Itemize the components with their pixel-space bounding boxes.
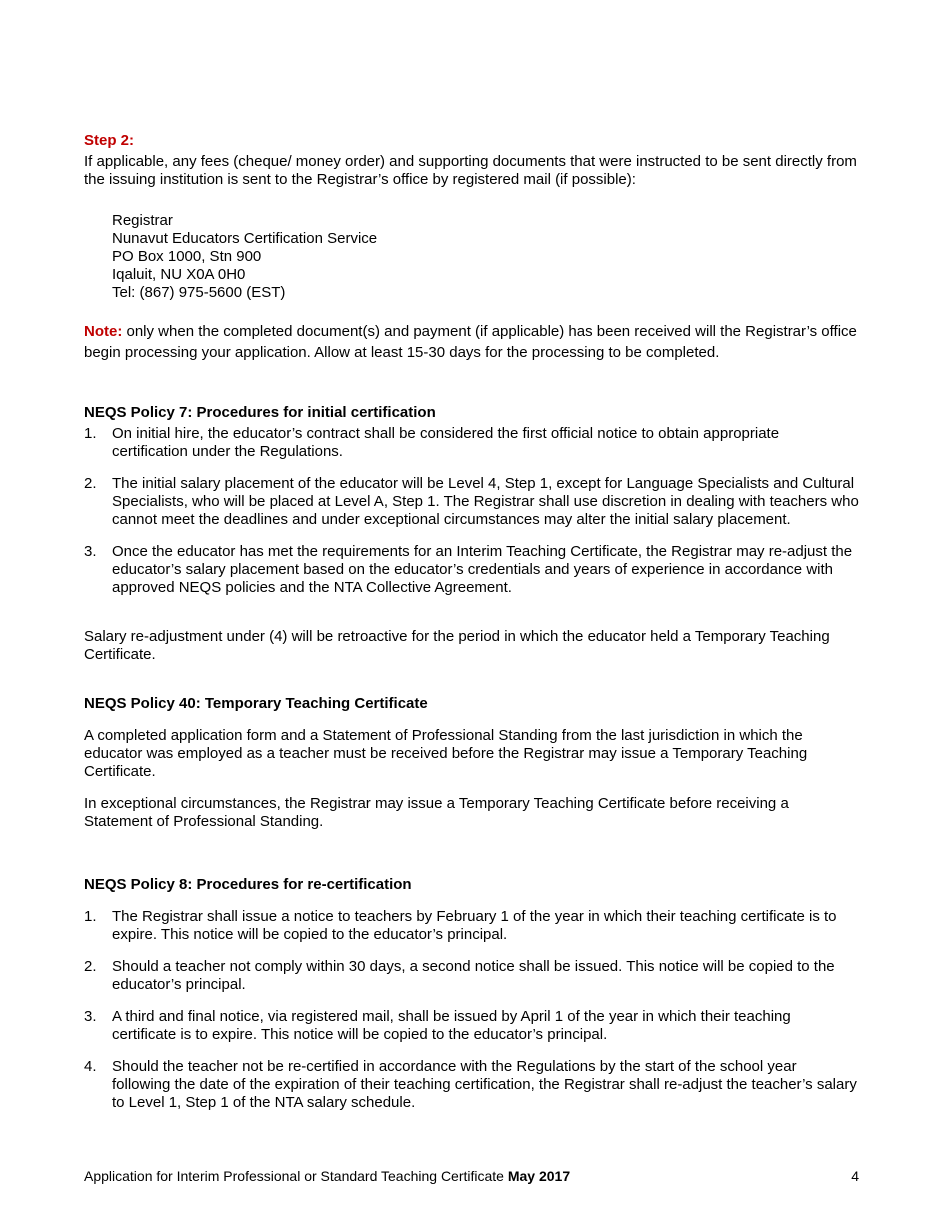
- page-number: 4: [851, 1168, 859, 1184]
- list-text: The Registrar shall issue a notice to teachers by February 1 of the year in which their teaching certificate is to expire. This notice will be copied to the educator’s principal.: [112, 908, 837, 943]
- note-label: Note:: [84, 323, 123, 340]
- policy-40-heading: NEQS Policy 40: Temporary Teaching Certificate: [84, 695, 428, 712]
- list-number: 3.: [84, 1008, 97, 1025]
- address-line: PO Box 1000, Stn 900: [112, 248, 262, 265]
- list-item: [84, 425, 859, 461]
- list-text: Should a teacher not comply within 30 days, a second notice shall be issued. This notice will be copied to the educator’s principal.: [112, 958, 835, 993]
- note-text: only when the completed document(s) and payment (if applicable) has been received will the Registrar’s office begin processing your application. Allow at least 15-30 days for the processing to be completed.: [84, 323, 857, 361]
- policy-8-list: [84, 908, 859, 1112]
- footer-title: Application for Interim Professional or Standard Teaching Certificate: [84, 1168, 508, 1184]
- list-item: [84, 1008, 859, 1044]
- address-line: Nunavut Educators Certification Service: [112, 230, 378, 247]
- list-number: 3.: [84, 543, 97, 560]
- list-item: [84, 1058, 859, 1112]
- list-number: 1.: [84, 425, 97, 442]
- page-footer: [84, 1168, 859, 1184]
- address-line: Registrar: [112, 212, 173, 229]
- processing-note: [84, 321, 859, 363]
- list-text: On initial hire, the educator’s contract shall be considered the first official notice to obtain appropriate certification under the Regulations.: [112, 425, 780, 460]
- list-item: [84, 475, 859, 529]
- list-number: 2.: [84, 475, 97, 492]
- policy-7-heading: NEQS Policy 7: Procedures for initial certification: [84, 404, 436, 421]
- list-number: 4.: [84, 1058, 97, 1075]
- list-text: Once the educator has met the requirements for an Interim Teaching Certificate, the Registrar may re-adjust the educator’s salary placement based on the educator’s credentials and years of experience in accordance with approved NEQS policies and the NTA Collective Agreement.: [112, 543, 853, 596]
- policy-40-paragraph-2: In exceptional circumstances, the Registrar may issue a Temporary Teaching Certificate before receiving a Statement of Professional Standing.: [84, 795, 789, 830]
- registrar-address: [112, 212, 377, 302]
- list-number: 1.: [84, 908, 97, 925]
- list-text: Should the teacher not be re-certified in accordance with the Regulations by the start of the school year following the date of the expiration of their teaching certification, the Registrar shall re-adjust the teacher’s salary to Level 1, Step 1 of the NTA salary schedule.: [112, 1058, 857, 1111]
- policy-40-paragraph-1: A completed application form and a Statement of Professional Standing from the last jurisdiction in which the educator was employed as a teacher must be received before the Registrar may issue a Temporary Teaching Certificate.: [84, 727, 808, 780]
- policy-7-closing: Salary re-adjustment under (4) will be retroactive for the period in which the educator held a Temporary Teaching Certificate.: [84, 628, 830, 663]
- list-text: A third and final notice, via registered mail, shall be issued by April 1 of the year in which their teaching certificate is to expire. This notice will be copied to the educator’s principal.: [112, 1008, 791, 1043]
- step-2-title: Step 2:: [84, 132, 135, 149]
- list-item: [84, 543, 859, 597]
- list-item: [84, 958, 859, 994]
- list-text: The initial salary placement of the educator will be Level 4, Step 1, except for Language Specialists and Cultural Specialists, who will be placed at Level A, Step 1. The Registrar shall use discretion in dealing with teachers who cannot meet the deadlines and under exceptional circumstances may alter the initial salary placement.: [112, 475, 859, 528]
- address-line: Tel: (867) 975-5600 (EST): [112, 284, 286, 301]
- address-line: Iqaluit, NU X0A 0H0: [112, 266, 246, 283]
- policy-8-heading: NEQS Policy 8: Procedures for re-certification: [84, 876, 412, 893]
- list-number: 2.: [84, 958, 97, 975]
- footer-date: May 2017: [507, 1168, 571, 1184]
- policy-7-list: [84, 425, 859, 597]
- list-item: [84, 908, 859, 944]
- step-2-intro: If applicable, any fees (cheque/ money order) and supporting documents that were instructed to be sent directly from the issuing institution is sent to the Registrar’s office by registered mail (if possible):: [84, 153, 857, 188]
